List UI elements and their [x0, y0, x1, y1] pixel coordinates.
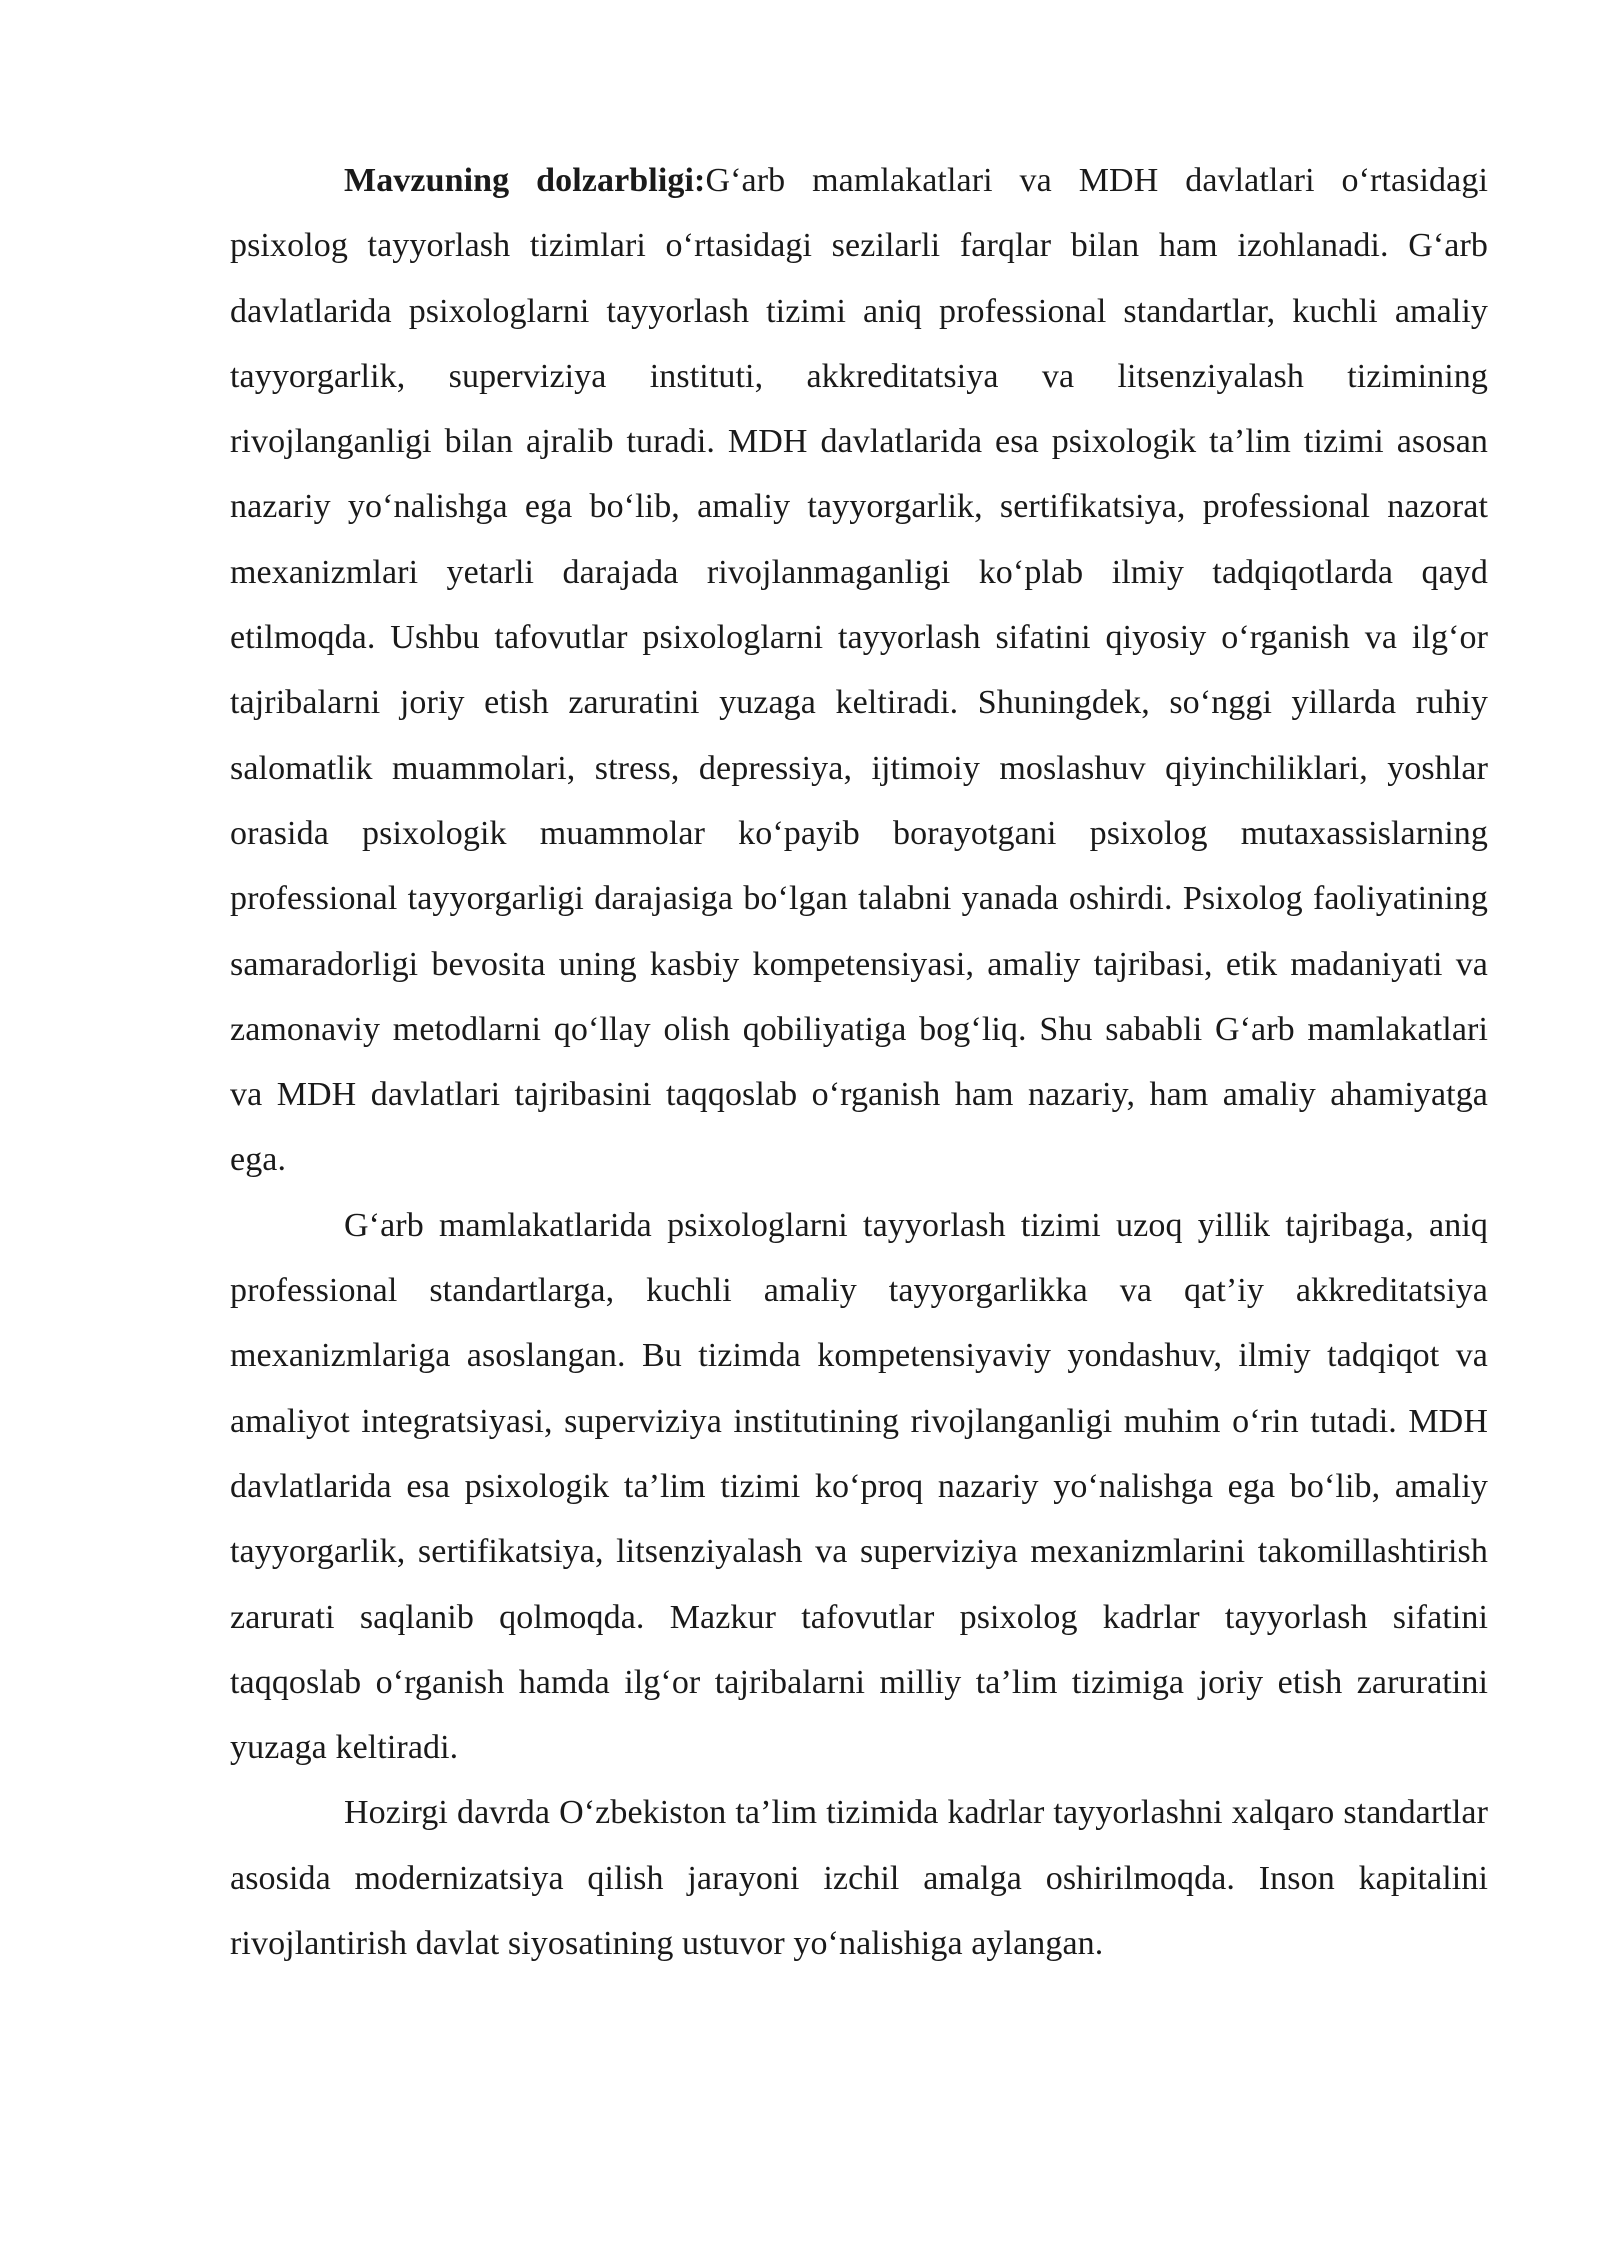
paragraph-text: Hozirgi davrda O‘zbekiston ta’lim tizimida kadrlar tayyorlashni xalqaro standartlar asosida modernizatsiya qilish jarayoni izchil amalga oshirilmoqda. Inson kapitalini rivojlantirish davlat siyosatining ustuvor yo‘nalishiga aylangan.: [230, 1794, 1488, 1963]
paragraph-lead-heading: Mavzuning dolzarbligi:: [344, 162, 706, 199]
body-text: [230, 148, 1488, 1976]
paragraph-text: G‘arb mamlakatlarida psixologlarni tayyorlash tizimi uzoq yillik tajribaga, aniq professional standartlarga, kuchli amaliy tayyorgarlikka va qat’iy akkreditatsiya mexanizmlariga asoslangan. Bu tizimda kompetensiyaviy yondashuv, ilmiy tadqiqot va amaliyot integratsiyasi, superviziya institutining rivojlanganligi muhim o‘rin tutadi. MDH davlatlarida esa psixologik ta’lim tizimi ko‘proq nazariy yo‘nalishga ega bo‘lib, amaliy tayyorgarlik, sertifikatsiya, litsenziyalash va superviziya mexanizmlarini takomillashtirish zarurati saqlanib qolmoqda. Mazkur tafovutlar psixolog kadrlar tayyorlash sifatini taqqoslab o‘rganish hamda ilg‘or tajribalarni milliy ta’lim tizimiga joriy etish zaruratini yuzaga keltiradi.: [230, 1206, 1488, 1767]
paragraph-relevance: [230, 148, 1488, 1193]
paragraph-text: G‘arb mamlakatlari va MDH davlatlari o‘rtasidagi psixolog tayyorlash tizimlari o‘rtasidagi sezilarli farqlar bilan ham izohlanadi. G‘arb davlatlarida psixologlarni tayyorlash tizimi aniq professional standartlar, kuchli amaliy tayyorgarlik, superviziya instituti, akkreditatsiya va litsenziyalash tizimining rivojlanganligi bilan ajralib turadi. MDH davlatlarida esa psixologik ta’lim tizimi asosan nazariy yo‘nalishga ega bo‘lib, amaliy tayyorgarlik, sertifikatsiya, professional nazorat mexanizmlari yetarli darajada rivojlanmaganligi ko‘plab ilmiy tadqiqotlarda qayd etilmoqda. Ushbu tafovutlar psixologlarni tayyorlash sifatini qiyosiy o‘rganish va ilg‘or tajribalarni joriy etish zaruratini yuzaga keltiradi. Shuningdek, so‘nggi yillarda ruhiy salomatlik muammolari, stress, depressiya, ijtimoiy moslashuv qiyinchiliklari, yoshlar orasida psixologik muammolar ko‘payib borayotgani psixolog mutaxassislarning professional tayyorgarligi darajasiga bo‘lgan talabni yanada oshirdi. Psixolog faoliyatining samaradorligi bevosita uning kasbiy kompetensiyasi, amaliy tajribasi, etik madaniyati va zamonaviy metodlarni qo‘llay olish qobiliyatiga bog‘liq. Shu sababli G‘arb mamlakatlari va MDH davlatlari tajribasini taqqoslab o‘rganish ham nazariy, ham amaliy ahamiyatga ega.: [230, 162, 1488, 1179]
paragraph-uzbekistan: [230, 1780, 1488, 1976]
paragraph-western-training: [230, 1193, 1488, 1781]
